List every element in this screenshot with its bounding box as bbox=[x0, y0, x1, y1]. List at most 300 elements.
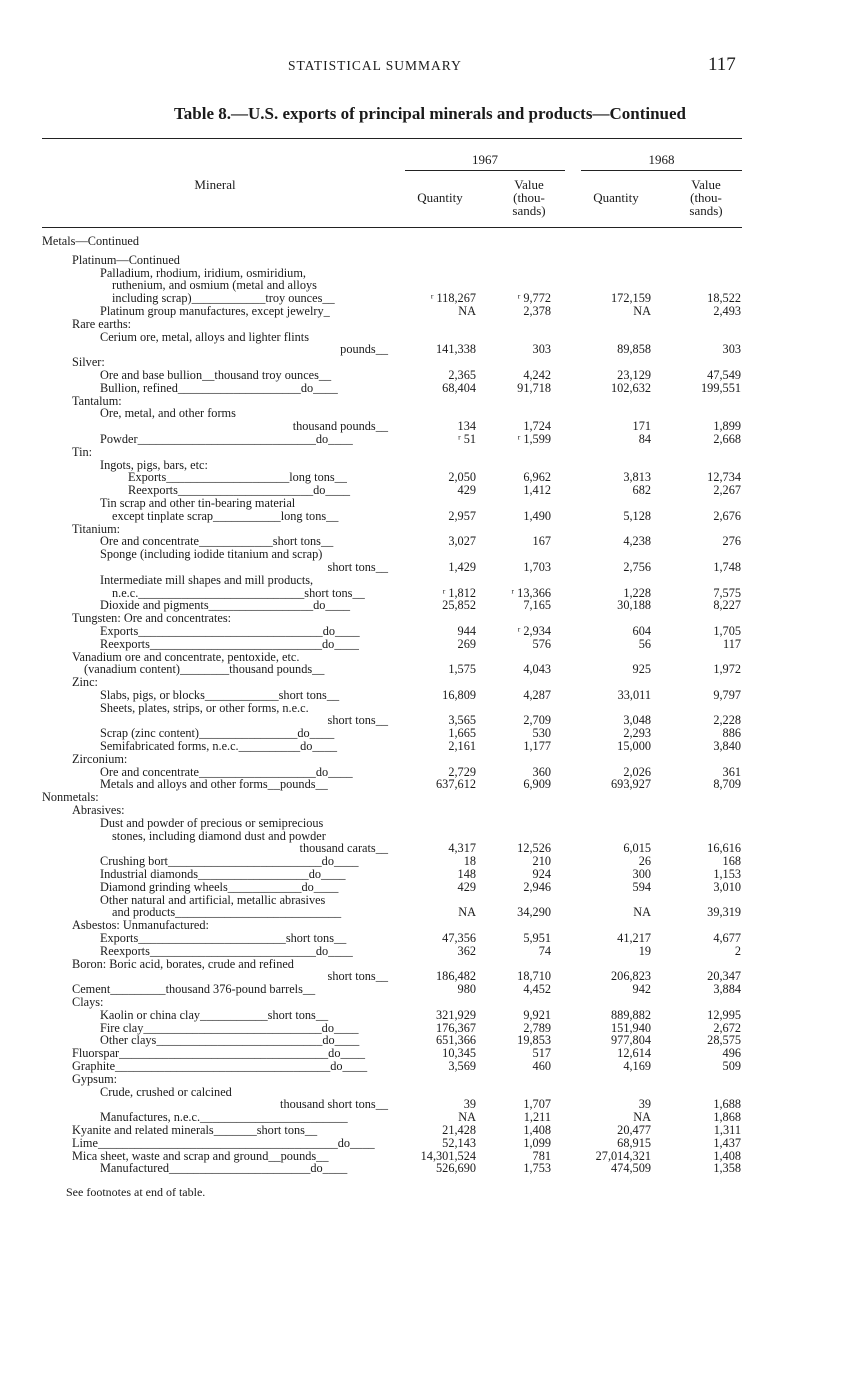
table-row bbox=[0, 663, 860, 676]
value-1967-cell: 167 bbox=[532, 534, 551, 549]
row-label: stones, including diamond dust and powder bbox=[112, 828, 326, 843]
row-label: Ore and base bullion__thousand troy ounces__ bbox=[100, 367, 332, 382]
quantity-1968-cell: 6,015 bbox=[623, 841, 651, 856]
value-1968-cell: 2,267 bbox=[713, 483, 741, 498]
value-1967-cell: 2,709 bbox=[523, 713, 551, 728]
quantity-1968-cell: 889,882 bbox=[611, 1007, 651, 1022]
row-label: Manufactures, n.e.c.________________________ bbox=[100, 1110, 348, 1125]
table-row bbox=[0, 817, 860, 830]
table-row bbox=[0, 612, 860, 625]
row-label: including scrap)____________troy ounces__ bbox=[112, 291, 335, 306]
row-label: Crushing bort_________________________do____ bbox=[100, 854, 359, 869]
value-1968-cell: 18,522 bbox=[707, 291, 741, 306]
value-1968-header bbox=[670, 178, 742, 217]
value-1967-cell: 74 bbox=[538, 943, 551, 958]
row-label: Other natural and artificial, metallic abrasives bbox=[100, 892, 326, 907]
value-1968-cell: 168 bbox=[722, 854, 741, 869]
value-1968-cell: 2,493 bbox=[713, 303, 741, 318]
quantity-1967-cell: 2,161 bbox=[448, 739, 476, 754]
value-1967-cell: 4,452 bbox=[523, 982, 551, 997]
table-top-rule bbox=[42, 138, 742, 139]
value-1968-cell: 28,575 bbox=[707, 1033, 741, 1048]
quantity-1968-cell: 977,804 bbox=[611, 1033, 651, 1048]
table-row bbox=[0, 804, 860, 817]
row-label: Zirconium: bbox=[72, 751, 128, 766]
table-row bbox=[0, 740, 860, 753]
value-1968-cell: 276 bbox=[722, 534, 741, 549]
quantity-1967-cell: 186,482 bbox=[436, 969, 476, 984]
value-1968-cell: 7,575 bbox=[713, 585, 741, 600]
value-1968-cell: 1,688 bbox=[713, 1097, 741, 1112]
quantity-1967-cell: NA bbox=[458, 1110, 476, 1125]
value-1967-header bbox=[493, 178, 565, 217]
quantity-1968-cell: 41,217 bbox=[617, 931, 651, 946]
quantity-1967-cell: ʳ 51 bbox=[457, 431, 476, 446]
value-1967-cell: 18,710 bbox=[517, 969, 551, 984]
row-label: Exports________________________short tons__ bbox=[100, 931, 347, 946]
quantity-1967-cell: 2,050 bbox=[448, 470, 476, 485]
table-row bbox=[0, 1009, 860, 1022]
value-1968-cell: 20,347 bbox=[707, 969, 741, 984]
row-label: Tantalum: bbox=[72, 393, 122, 408]
value-1968-cell: 303 bbox=[722, 342, 741, 357]
quantity-1967-cell: 1,575 bbox=[448, 662, 476, 677]
value-header-line: (thou- bbox=[690, 190, 722, 205]
value-1967-cell: 9,921 bbox=[523, 1007, 551, 1022]
row-label: Tin scrap and other tin-bearing material bbox=[100, 495, 296, 510]
quantity-1967-header: Quantity bbox=[417, 190, 463, 205]
row-unit-label: pounds__ bbox=[340, 342, 388, 357]
quantity-1967-cell: 141,338 bbox=[436, 342, 476, 357]
quantity-1968-cell: 3,048 bbox=[623, 713, 651, 728]
value-1968-cell: 2,672 bbox=[713, 1020, 741, 1035]
value-header-line: Value bbox=[514, 177, 544, 192]
row-label: Industrial diamonds__________________do____ bbox=[100, 867, 346, 882]
quantity-1968-cell: 3,813 bbox=[623, 470, 651, 485]
value-1967-cell: 303 bbox=[532, 342, 551, 357]
quantity-1967-cell: 16,809 bbox=[442, 687, 476, 702]
value-1967-cell: 19,853 bbox=[517, 1033, 551, 1048]
row-label: except tinplate scrap___________long tons__ bbox=[112, 508, 339, 523]
row-label: Intermediate mill shapes and mill products, bbox=[100, 572, 314, 587]
row-label: Exports____________________long tons__ bbox=[128, 470, 347, 485]
table-row bbox=[0, 868, 860, 881]
value-header-line: (thou- bbox=[513, 190, 545, 205]
quantity-1967-cell: 18 bbox=[463, 854, 476, 869]
value-1967-cell: 5,951 bbox=[523, 931, 551, 946]
quantity-1968-cell: 84 bbox=[638, 431, 651, 446]
value-1968-cell: 1,153 bbox=[713, 867, 741, 882]
table-title: Table 8.—U.S. exports of principal minerals and products—Continued bbox=[174, 104, 686, 123]
value-1967-cell: ʳ 9,772 bbox=[517, 291, 551, 306]
value-1967-cell: 34,290 bbox=[517, 905, 551, 920]
row-label: Reexports___________________________do____ bbox=[100, 943, 353, 958]
table-row bbox=[0, 497, 860, 510]
row-label: Ore and concentrate___________________do____ bbox=[100, 764, 353, 779]
row-label: Sheets, plates, strips, or other forms, n.e.c. bbox=[100, 700, 309, 715]
value-1968-cell: 1,358 bbox=[713, 1161, 741, 1176]
quantity-1968-cell: 27,014,321 bbox=[595, 1148, 651, 1163]
row-label: Platinum group manufactures, except jewelry_ bbox=[100, 303, 330, 318]
table-row bbox=[0, 369, 860, 382]
quantity-1967-cell: 1,665 bbox=[448, 726, 476, 741]
value-1968-cell: 1,705 bbox=[713, 623, 741, 638]
quantity-1968-cell: 172,159 bbox=[611, 291, 651, 306]
quantity-1968-cell: NA bbox=[633, 303, 651, 318]
row-label: Silver: bbox=[72, 355, 105, 370]
quantity-1968-cell: 56 bbox=[638, 636, 651, 651]
row-label: Cement_________thousand 376-pound barrels__ bbox=[72, 982, 316, 997]
value-1968-cell: 8,227 bbox=[713, 598, 741, 613]
table-row bbox=[0, 1124, 860, 1137]
value-1968-cell: 4,677 bbox=[713, 931, 741, 946]
value-header-line: Value bbox=[691, 177, 721, 192]
table-row bbox=[0, 254, 860, 267]
quantity-1967-cell: 39 bbox=[463, 1097, 476, 1112]
quantity-1967-cell: NA bbox=[458, 303, 476, 318]
quantity-1967-cell: 3,027 bbox=[448, 534, 476, 549]
value-1967-cell: 12,526 bbox=[517, 841, 551, 856]
row-label: Boron: Boric acid, borates, crude and refined bbox=[72, 956, 294, 971]
quantity-1967-cell: 21,428 bbox=[442, 1122, 476, 1137]
mineral-column-header: Mineral bbox=[194, 177, 236, 192]
quantity-1967-cell: 176,367 bbox=[436, 1020, 476, 1035]
quantity-1967-cell: NA bbox=[458, 905, 476, 920]
quantity-1967-cell: ʳ 118,267 bbox=[430, 291, 476, 306]
quantity-1968-cell: 68,915 bbox=[617, 1135, 651, 1150]
value-1968-cell: 886 bbox=[722, 726, 741, 741]
value-1968-cell: 1,972 bbox=[713, 662, 741, 677]
quantity-1968-cell: 604 bbox=[632, 623, 651, 638]
table-row bbox=[0, 932, 860, 945]
quantity-1968-cell: 942 bbox=[632, 982, 651, 997]
table-row bbox=[0, 945, 860, 958]
table-row bbox=[0, 1060, 860, 1073]
row-label: (vanadium content)________thousand pounds__ bbox=[84, 662, 325, 677]
value-1967-cell: 4,043 bbox=[523, 662, 551, 677]
value-1968-cell: 47,549 bbox=[707, 367, 741, 382]
table-row bbox=[0, 235, 860, 248]
value-1967-cell: 576 bbox=[532, 636, 551, 651]
value-1967-cell: 1,412 bbox=[523, 483, 551, 498]
value-header-line: sands) bbox=[689, 203, 723, 218]
value-1968-cell: 1,868 bbox=[713, 1110, 741, 1125]
row-label: Tin: bbox=[72, 444, 93, 459]
value-1968-cell: 496 bbox=[722, 1046, 741, 1061]
value-1967-cell: 6,962 bbox=[523, 470, 551, 485]
quantity-1968-cell: 2,756 bbox=[623, 559, 651, 574]
table-row bbox=[0, 791, 860, 804]
quantity-1968-cell: 2,293 bbox=[623, 726, 651, 741]
value-1968-cell: 12,995 bbox=[707, 1007, 741, 1022]
row-label: Vanadium ore and concentrate, pentoxide, etc. bbox=[72, 649, 300, 664]
table-row bbox=[0, 318, 860, 331]
value-1968-cell: 1,899 bbox=[713, 419, 741, 434]
value-1967-cell: 1,724 bbox=[523, 419, 551, 434]
value-1968-cell: 1,437 bbox=[713, 1135, 741, 1150]
quantity-1968-cell: 171 bbox=[632, 419, 651, 434]
value-1967-cell: 6,909 bbox=[523, 777, 551, 792]
value-1968-cell: 12,734 bbox=[707, 470, 741, 485]
value-1967-cell: 1,707 bbox=[523, 1097, 551, 1112]
quantity-1968-cell: NA bbox=[633, 1110, 651, 1125]
year-1968-header: 1968 bbox=[648, 152, 675, 167]
value-1968-cell: 509 bbox=[722, 1059, 741, 1073]
value-1967-cell: 1,753 bbox=[523, 1161, 551, 1176]
row-unit-label: short tons__ bbox=[327, 559, 388, 574]
row-label: Abrasives: bbox=[72, 803, 125, 818]
value-1967-cell: ʳ 1,599 bbox=[517, 431, 551, 446]
quantity-1968-cell: 20,477 bbox=[617, 1122, 651, 1137]
value-1968-cell: 361 bbox=[722, 764, 741, 779]
table-row bbox=[0, 676, 860, 689]
value-1968-cell: 1,748 bbox=[713, 559, 741, 574]
row-label: Titanium: bbox=[72, 521, 121, 536]
quantity-1968-cell: 30,188 bbox=[617, 598, 651, 613]
table-row bbox=[0, 625, 860, 638]
value-1967-cell: 1,490 bbox=[523, 508, 551, 523]
row-label: Lime_______________________________________do____ bbox=[72, 1135, 375, 1150]
quantity-1968-cell: 19 bbox=[638, 943, 651, 958]
table-body bbox=[0, 235, 860, 1175]
row-unit-label: thousand pounds__ bbox=[292, 419, 388, 434]
quantity-1967-cell: 134 bbox=[457, 419, 476, 434]
value-1967-cell: 7,165 bbox=[523, 598, 551, 613]
row-label: Ore and concentrate____________short tons__ bbox=[100, 534, 334, 549]
row-label: Crude, crushed or calcined bbox=[100, 1084, 232, 1099]
quantity-1968-cell: 693,927 bbox=[611, 777, 651, 792]
quantity-1967-cell: 1,429 bbox=[448, 559, 476, 574]
quantity-1967-cell: 2,365 bbox=[448, 367, 476, 382]
value-1968-cell: 3,010 bbox=[713, 879, 741, 894]
row-label: Bullion, refined____________________do____ bbox=[100, 380, 338, 395]
table-row bbox=[0, 548, 860, 561]
row-label: Reexports____________________________do____ bbox=[100, 636, 359, 651]
row-label: Metals and alloys and other forms__pounds__ bbox=[100, 777, 328, 792]
quantity-1967-cell: 429 bbox=[457, 879, 476, 894]
row-unit-label: short tons__ bbox=[327, 713, 388, 728]
quantity-1968-cell: 2,026 bbox=[623, 764, 651, 779]
row-label: Nonmetals: bbox=[42, 790, 99, 805]
quantity-1967-cell: 2,957 bbox=[448, 508, 476, 523]
value-1968-cell: 1,408 bbox=[713, 1148, 741, 1163]
quantity-1968-cell: 925 bbox=[632, 662, 651, 677]
row-label: and products___________________________ bbox=[112, 905, 342, 920]
quantity-1968-cell: 15,000 bbox=[617, 739, 651, 754]
table-row bbox=[0, 433, 860, 446]
row-label: Platinum—Continued bbox=[72, 252, 180, 267]
quantity-1967-cell: 25,852 bbox=[442, 598, 476, 613]
year-1967-rule bbox=[405, 170, 565, 171]
table-row bbox=[0, 778, 860, 791]
quantity-1968-header: Quantity bbox=[593, 190, 639, 205]
table-row bbox=[0, 382, 860, 395]
row-label: Zinc: bbox=[72, 675, 98, 690]
value-1968-cell: 1,311 bbox=[713, 1122, 741, 1137]
quantity-1967-cell: 321,929 bbox=[436, 1007, 476, 1022]
value-1967-cell: 924 bbox=[532, 867, 551, 882]
row-label: Diamond grinding wheels____________do____ bbox=[100, 879, 339, 894]
quantity-1967-cell: 637,612 bbox=[436, 777, 476, 792]
row-label: Palladium, rhodium, iridium, osmiridium, bbox=[100, 265, 306, 280]
value-1967-cell: 4,287 bbox=[523, 687, 551, 702]
value-1968-cell: 2,676 bbox=[713, 508, 741, 523]
quantity-1968-cell: 39 bbox=[638, 1097, 651, 1112]
value-1967-cell: ʳ 13,366 bbox=[511, 585, 551, 600]
table-row bbox=[0, 983, 860, 996]
row-label: Kyanite and related minerals_______short tons__ bbox=[72, 1122, 318, 1137]
value-1967-cell: 1,211 bbox=[523, 1110, 551, 1125]
row-unit-label: short tons__ bbox=[327, 969, 388, 984]
quantity-1967-cell: 269 bbox=[457, 636, 476, 651]
row-unit-label: thousand carats__ bbox=[299, 841, 388, 856]
page-number: 117 bbox=[708, 54, 736, 75]
value-1968-cell: 3,884 bbox=[713, 982, 741, 997]
quantity-1968-cell: 33,011 bbox=[617, 687, 651, 702]
table-row bbox=[0, 1073, 860, 1086]
row-label: Ore, metal, and other forms bbox=[100, 406, 236, 421]
row-label: Slabs, pigs, or blocks____________short tons__ bbox=[100, 687, 340, 702]
table-row bbox=[0, 1137, 860, 1150]
row-label: Powder_____________________________do____ bbox=[100, 431, 353, 446]
row-label: Sponge (including iodide titanium and scrap) bbox=[100, 547, 323, 562]
row-label: Manufactured_______________________do____ bbox=[100, 1161, 348, 1176]
value-header-line: sands) bbox=[512, 203, 546, 218]
value-1967-cell: 91,718 bbox=[517, 380, 551, 395]
value-1967-cell: 530 bbox=[532, 726, 551, 741]
quantity-1968-cell: 26 bbox=[638, 854, 651, 869]
row-label: Dust and powder of precious or semiprecious bbox=[100, 815, 324, 830]
quantity-1968-cell: 206,823 bbox=[611, 969, 651, 984]
quantity-1968-cell: 5,128 bbox=[623, 508, 651, 523]
table-row bbox=[0, 689, 860, 702]
table-row bbox=[0, 996, 860, 1009]
quantity-1968-cell: 594 bbox=[632, 879, 651, 894]
quantity-1967-cell: 68,404 bbox=[442, 380, 476, 395]
quantity-1968-cell: 4,169 bbox=[623, 1059, 651, 1073]
table-row bbox=[0, 753, 860, 766]
value-1967-cell: 1,177 bbox=[523, 739, 551, 754]
quantity-1967-cell: 14,301,524 bbox=[420, 1148, 476, 1163]
value-1968-cell: 39,319 bbox=[707, 905, 741, 920]
row-label: Scrap (zinc content)________________do____ bbox=[100, 726, 335, 741]
row-label: Metals—Continued bbox=[42, 234, 140, 248]
value-1968-cell: 3,840 bbox=[713, 739, 741, 754]
quantity-1967-cell: 980 bbox=[457, 982, 476, 997]
quantity-1968-cell: 89,858 bbox=[617, 342, 651, 357]
quantity-1967-cell: 526,690 bbox=[436, 1161, 476, 1176]
quantity-1967-cell: 944 bbox=[457, 623, 476, 638]
year-1968-rule bbox=[581, 170, 742, 171]
quantity-1967-cell: ʳ 1,812 bbox=[442, 585, 476, 600]
row-label: n.e.c.___________________________short tons__ bbox=[112, 585, 365, 600]
row-label: Tungsten: Ore and concentrates: bbox=[72, 611, 232, 626]
row-label: Other clays___________________________do____ bbox=[100, 1033, 360, 1048]
quantity-1968-cell: 682 bbox=[632, 483, 651, 498]
quantity-1967-cell: 47,356 bbox=[442, 931, 476, 946]
quantity-1967-cell: 362 bbox=[457, 943, 476, 958]
row-label: Fluorspar__________________________________do____ bbox=[72, 1046, 366, 1061]
table-row bbox=[0, 343, 860, 356]
year-1967-header: 1967 bbox=[472, 152, 498, 167]
row-label: Rare earths: bbox=[72, 316, 132, 331]
value-1967-cell: 2,946 bbox=[523, 879, 551, 894]
header-bottom-rule bbox=[42, 227, 742, 228]
quantity-1967-cell: 2,729 bbox=[448, 764, 476, 779]
quantity-1968-cell: NA bbox=[633, 905, 651, 920]
value-1967-cell: 2,789 bbox=[523, 1020, 551, 1035]
value-1968-cell: 2 bbox=[734, 943, 741, 958]
table-row bbox=[0, 305, 860, 318]
row-label: Reexports______________________do____ bbox=[128, 483, 351, 498]
row-label: Gypsum: bbox=[72, 1071, 118, 1086]
value-1967-cell: 1,408 bbox=[523, 1122, 551, 1137]
row-label: Kaolin or china clay___________short tons__ bbox=[100, 1007, 329, 1022]
quantity-1967-cell: 10,345 bbox=[442, 1046, 476, 1061]
quantity-1968-cell: 23,129 bbox=[617, 367, 651, 382]
quantity-1968-cell: 12,614 bbox=[617, 1046, 651, 1061]
table-row bbox=[0, 881, 860, 894]
quantity-1968-cell: 300 bbox=[632, 867, 651, 882]
quantity-1967-cell: 3,569 bbox=[448, 1059, 476, 1073]
row-label: Dioxide and pigments_________________do____ bbox=[100, 598, 351, 613]
value-1967-cell: 360 bbox=[532, 764, 551, 779]
value-1967-cell: 517 bbox=[532, 1046, 551, 1061]
quantity-1967-cell: 4,317 bbox=[448, 841, 476, 856]
table-row bbox=[0, 510, 860, 523]
quantity-1967-cell: 3,565 bbox=[448, 713, 476, 728]
quantity-1967-cell: 429 bbox=[457, 483, 476, 498]
quantity-1967-cell: 148 bbox=[457, 867, 476, 882]
table-row bbox=[0, 638, 860, 651]
row-label: Clays: bbox=[72, 995, 104, 1010]
value-1967-cell: 4,242 bbox=[523, 367, 551, 382]
table-row bbox=[0, 574, 860, 587]
row-unit-label: thousand short tons__ bbox=[280, 1097, 388, 1112]
table-row bbox=[0, 1162, 860, 1175]
row-label: Exports______________________________do____ bbox=[100, 623, 360, 638]
quantity-1968-cell: 102,632 bbox=[611, 380, 651, 395]
footnote: See footnotes at end of table. bbox=[66, 1185, 206, 1199]
row-label: Mica sheet, waste and scrap and ground__pounds__ bbox=[72, 1148, 329, 1163]
value-1968-cell: 199,551 bbox=[701, 380, 741, 395]
row-label: Graphite___________________________________do____ bbox=[72, 1059, 368, 1073]
value-1967-cell: 1,099 bbox=[523, 1135, 551, 1150]
value-1967-cell: ʳ 2,934 bbox=[517, 623, 551, 638]
quantity-1967-cell: 651,366 bbox=[436, 1033, 476, 1048]
running-head: STATISTICAL SUMMARY bbox=[288, 58, 462, 73]
quantity-1968-cell: 474,509 bbox=[611, 1161, 651, 1176]
value-1968-cell: 117 bbox=[723, 636, 741, 651]
value-1968-cell: 16,616 bbox=[707, 841, 741, 856]
row-label: Cerium ore, metal, alloys and lighter flints bbox=[100, 329, 309, 344]
value-1968-cell: 9,797 bbox=[713, 687, 741, 702]
quantity-1968-cell: 4,238 bbox=[623, 534, 651, 549]
table-row bbox=[0, 446, 860, 459]
row-label: Fire clay_____________________________do____ bbox=[100, 1020, 359, 1035]
row-label: Semifabricated forms, n.e.c.__________do____ bbox=[100, 739, 338, 754]
quantity-1968-cell: 151,940 bbox=[611, 1020, 651, 1035]
value-1967-cell: 2,378 bbox=[523, 303, 551, 318]
value-1967-cell: 210 bbox=[532, 854, 551, 869]
quantity-1968-cell: 1,228 bbox=[623, 585, 651, 600]
table-row bbox=[0, 561, 860, 574]
value-1968-cell: 2,668 bbox=[713, 431, 741, 446]
value-1967-cell: 460 bbox=[532, 1059, 551, 1073]
value-1967-cell: 781 bbox=[532, 1148, 551, 1163]
row-label: Ingots, pigs, bars, etc: bbox=[100, 457, 208, 472]
row-label: ruthenium, and osmium (metal and alloys bbox=[112, 278, 317, 293]
